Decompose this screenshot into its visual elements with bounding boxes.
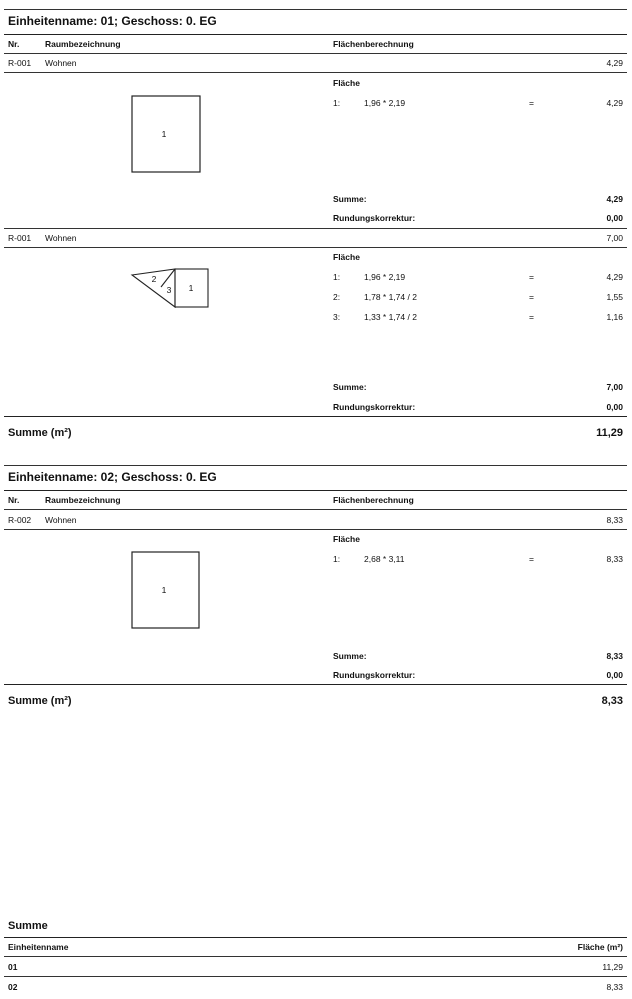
calc-equals: = (529, 292, 534, 302)
sketch-label: 1 (161, 585, 167, 595)
calc-formula: 1,96 * 2,19 (364, 98, 406, 108)
calc-equals: = (529, 312, 534, 322)
summe-value: 7,00 (606, 382, 623, 392)
flaeche-label: Fläche (333, 78, 360, 88)
summe-label: Summe: (333, 382, 367, 392)
calc-index: 2: (333, 292, 341, 302)
room-rule (4, 247, 627, 248)
rundung-label: Rundungskorrektur: (333, 402, 416, 412)
section-1-top-rule (4, 9, 627, 10)
section-sum-rule (4, 416, 627, 417)
section-sum-rule (4, 684, 627, 685)
calc-value: 4,29 (606, 98, 623, 108)
section-summe-value: 8,33 (601, 695, 623, 707)
col-header-flaechenberechnung: Flächenberechnung (333, 39, 414, 49)
room-total: 4,29 (606, 58, 623, 68)
room-rule (4, 72, 627, 73)
room-name: Wohnen (45, 58, 77, 68)
room-total: 8,33 (606, 515, 623, 525)
summary-col-einheitenname: Einheitenname (8, 942, 69, 952)
calc-formula: 1,33 * 1,74 / 2 (364, 312, 417, 322)
section-summe-label: Summe (m²) (8, 695, 72, 707)
room-nr: R-001 (8, 233, 32, 243)
calc-formula: 1,78 * 1,74 / 2 (364, 292, 417, 302)
section-2-title-rule (4, 490, 627, 491)
room-nr: R-002 (8, 515, 32, 525)
section-summe-value: 11,29 (596, 427, 623, 439)
summary-row-name: 01 (8, 962, 18, 972)
summary-title: Summe (8, 920, 48, 932)
calc-index: 1: (333, 554, 341, 564)
calc-equals: = (529, 272, 534, 282)
section-2-title: Einheitenname: 02; Geschoss: 0. EG (8, 470, 217, 484)
summary-row-value: 11,29 (602, 962, 623, 972)
section-1-title: Einheitenname: 01; Geschoss: 0. EG (8, 14, 217, 28)
col-header-flaechenberechnung: Flächenberechnung (333, 495, 414, 505)
room-name: Wohnen (45, 515, 77, 525)
room-rule (4, 529, 627, 530)
summary-header-rule (4, 956, 627, 957)
calc-formula: 1,96 * 2,19 (364, 272, 406, 282)
col-header-raumbezeichnung: Raumbezeichnung (45, 39, 121, 49)
room-sketch (130, 95, 202, 175)
room-name: Wohnen (45, 233, 77, 243)
rundung-label: Rundungskorrektur: (333, 213, 416, 223)
sketch-label: 3 (166, 285, 172, 295)
col-header-nr: Nr. (8, 39, 20, 49)
rundung-label: Rundungskorrektur: (333, 670, 416, 680)
calc-equals: = (529, 554, 534, 564)
summe-label: Summe: (333, 651, 367, 661)
room-total: 7,00 (606, 233, 623, 243)
summary-row-rule (4, 976, 627, 977)
sketch-label: 1 (161, 129, 167, 139)
summe-label: Summe: (333, 194, 367, 204)
section-summe-label: Summe (m²) (8, 427, 72, 439)
calc-value: 4,29 (606, 272, 623, 282)
calc-value: 8,33 (606, 554, 623, 564)
flaeche-label: Fläche (333, 252, 360, 262)
room-sketch (128, 267, 212, 311)
room-sketch (130, 551, 202, 631)
calc-formula: 2,68 * 3,11 (364, 554, 405, 564)
calc-equals: = (529, 98, 534, 108)
summary-row-value: 8,33 (606, 982, 623, 992)
rundung-value: 0,00 (606, 402, 623, 412)
room-end-rule (4, 228, 627, 229)
rundung-value: 0,00 (606, 213, 623, 223)
calc-value: 1,16 (606, 312, 623, 322)
summary-title-rule (4, 937, 627, 938)
summary-col-flaeche: Fläche (m²) (577, 942, 623, 952)
section-1-title-rule (4, 34, 627, 35)
flaeche-label: Fläche (333, 534, 360, 544)
sketch-label: 1 (188, 283, 194, 293)
summe-value: 8,33 (606, 651, 623, 661)
calc-index: 1: (333, 272, 341, 282)
calc-index: 1: (333, 98, 341, 108)
summe-value: 4,29 (606, 194, 623, 204)
col-header-nr: Nr. (8, 495, 20, 505)
header-rule (4, 509, 627, 510)
room-nr: R-001 (8, 58, 32, 68)
col-header-raumbezeichnung: Raumbezeichnung (45, 495, 121, 505)
calc-index: 3: (333, 312, 341, 322)
section-2-top-rule (4, 465, 627, 466)
summary-row-name: 02 (8, 982, 18, 992)
calc-value: 1,55 (606, 292, 623, 302)
header-rule (4, 53, 627, 54)
rundung-value: 0,00 (606, 670, 623, 680)
sketch-label: 2 (151, 274, 157, 284)
